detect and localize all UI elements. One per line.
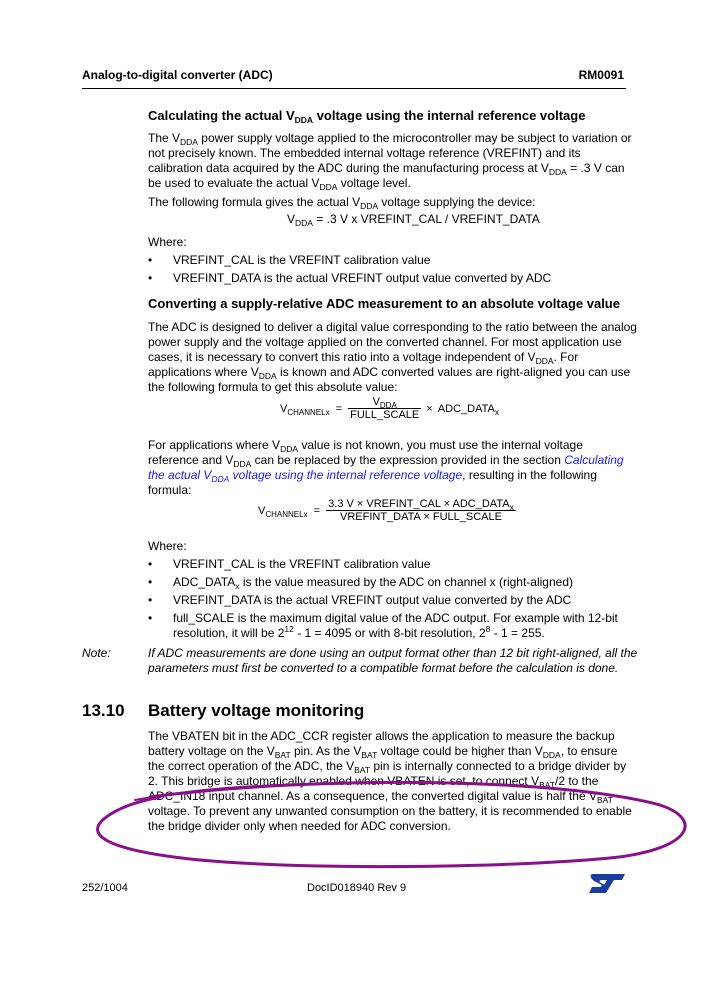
header-title: Analog-to-digital converter (ADC) xyxy=(82,68,273,82)
paragraph-battery-monitoring: The VBATEN bit in the ADC_CCR register allows the application to measure the backup battery voltage on the $V_{BAT}$ pin. As the $V_{BAT}$ voltage could be higher than $V_{DDA}$, to ensure the correct operation of the ADC, the $V_{BAT}$ pin is internally connected to a bridge divider by 2. This bridge is automatically enabled when VBATEN is set, to connect $V_{BAT}/2$ to the ADC_IN18 input channel. As a consequence, the converted digital value is half the $V_{BAT}$ voltage. To prevent any unwanted consumption on the battery, it is recommended to enable the bridge divider only when needed for ADC conversion. xyxy=(148,729,632,833)
where-label-2: Where: xyxy=(148,539,187,553)
paragraph-absolute-intro: The ADC is designed to deliver a digital value corresponding to the ratio between the analog power supply and the voltage applied on the converted channel. For most application use cases, it is necessary to convert this ratio into a voltage independent of $V_{DDA}$. For applications where $V_{DDA}$ is known and ADC converted values are right-aligned you can use the following formula to get this absolute value: xyxy=(148,320,637,394)
section-title: Battery voltage monitoring xyxy=(148,701,365,720)
header-rule xyxy=(82,88,626,89)
header-doc-id: RM0091 xyxy=(578,68,624,82)
formula-vchannel-unknown: $V_{CHANNELx}$ = $\frac{3.3 V \times VREFINT\_CAL \times ADC\_DATA_x}{\text{VREFINT\_DATA × FULL\_SCALE}}$ xyxy=(258,498,514,523)
section-number: 13.10 xyxy=(82,701,125,720)
note-label: Note: xyxy=(82,646,111,660)
section-heading-absolute-voltage: Converting a supply-relative ADC measurement to an absolute voltage value xyxy=(148,296,620,311)
bullet-icon: • xyxy=(148,557,153,571)
section-heading-vdda: Calculating the actual $V_{DDA}$ voltage using the internal reference voltage xyxy=(148,108,586,125)
note-text: If ADC measurements are done using an output format other than 12 bit right-aligned, all the parameters must first be converted to a compatible format before the calculation is done. xyxy=(148,646,638,675)
where-label-1: Where: xyxy=(148,235,187,249)
bullet-icon: • xyxy=(148,611,153,625)
bullet-icon: • xyxy=(148,575,153,589)
section-link[interactable]: Calculating xyxy=(564,453,624,467)
paragraph-unknown-vdda: For applications where $V_{DDA}$ value is not known, you must use the internal voltage reference and $V_{DDA}$ can be replaced by the expression provided in the section Calculating the actual $V_{DDA}$ voltage using the internal reference voltage, resulting in the following formula: xyxy=(148,438,624,497)
page-number: 252/1004 xyxy=(82,882,128,894)
formula-vchannel-known: $V_{CHANNELx}$ = $\frac{V_{DDA}}{\text{FULL\_SCALE}}$ × $ADC\_DATA_x$ xyxy=(280,396,500,421)
st-logo xyxy=(587,872,627,894)
bullet-icon: • xyxy=(148,253,153,267)
document-id: DocID018940 Rev 9 xyxy=(307,882,407,894)
bullet-icon: • xyxy=(148,271,153,285)
bullet-icon: • xyxy=(148,593,153,607)
section-link-continued[interactable]: the actual $V_{DDA}$ voltage using the internal reference voltage xyxy=(148,468,463,484)
st-logo-label: ST xyxy=(587,872,589,873)
formula-vdda: $V_{DDA} = .3$ V x VREFINT_CAL / VREFINT_DATA xyxy=(287,212,540,228)
paragraph-formula-intro: The following formula gives the actual $V_{DDA}$ voltage supplying the device: xyxy=(148,195,536,211)
paragraph-vdda-intro: The $V_{DDA}$ power supply voltage applied to the microcontroller may be subject to variation or not precisely known. The embedded internal voltage reference (VREFINT) and its calibration data acquired by the ADC during the manufacturing process at $V_{DDA} = .3$ V can be used to evaluate the actual $V_{DDA}$ voltage level. xyxy=(148,131,632,192)
